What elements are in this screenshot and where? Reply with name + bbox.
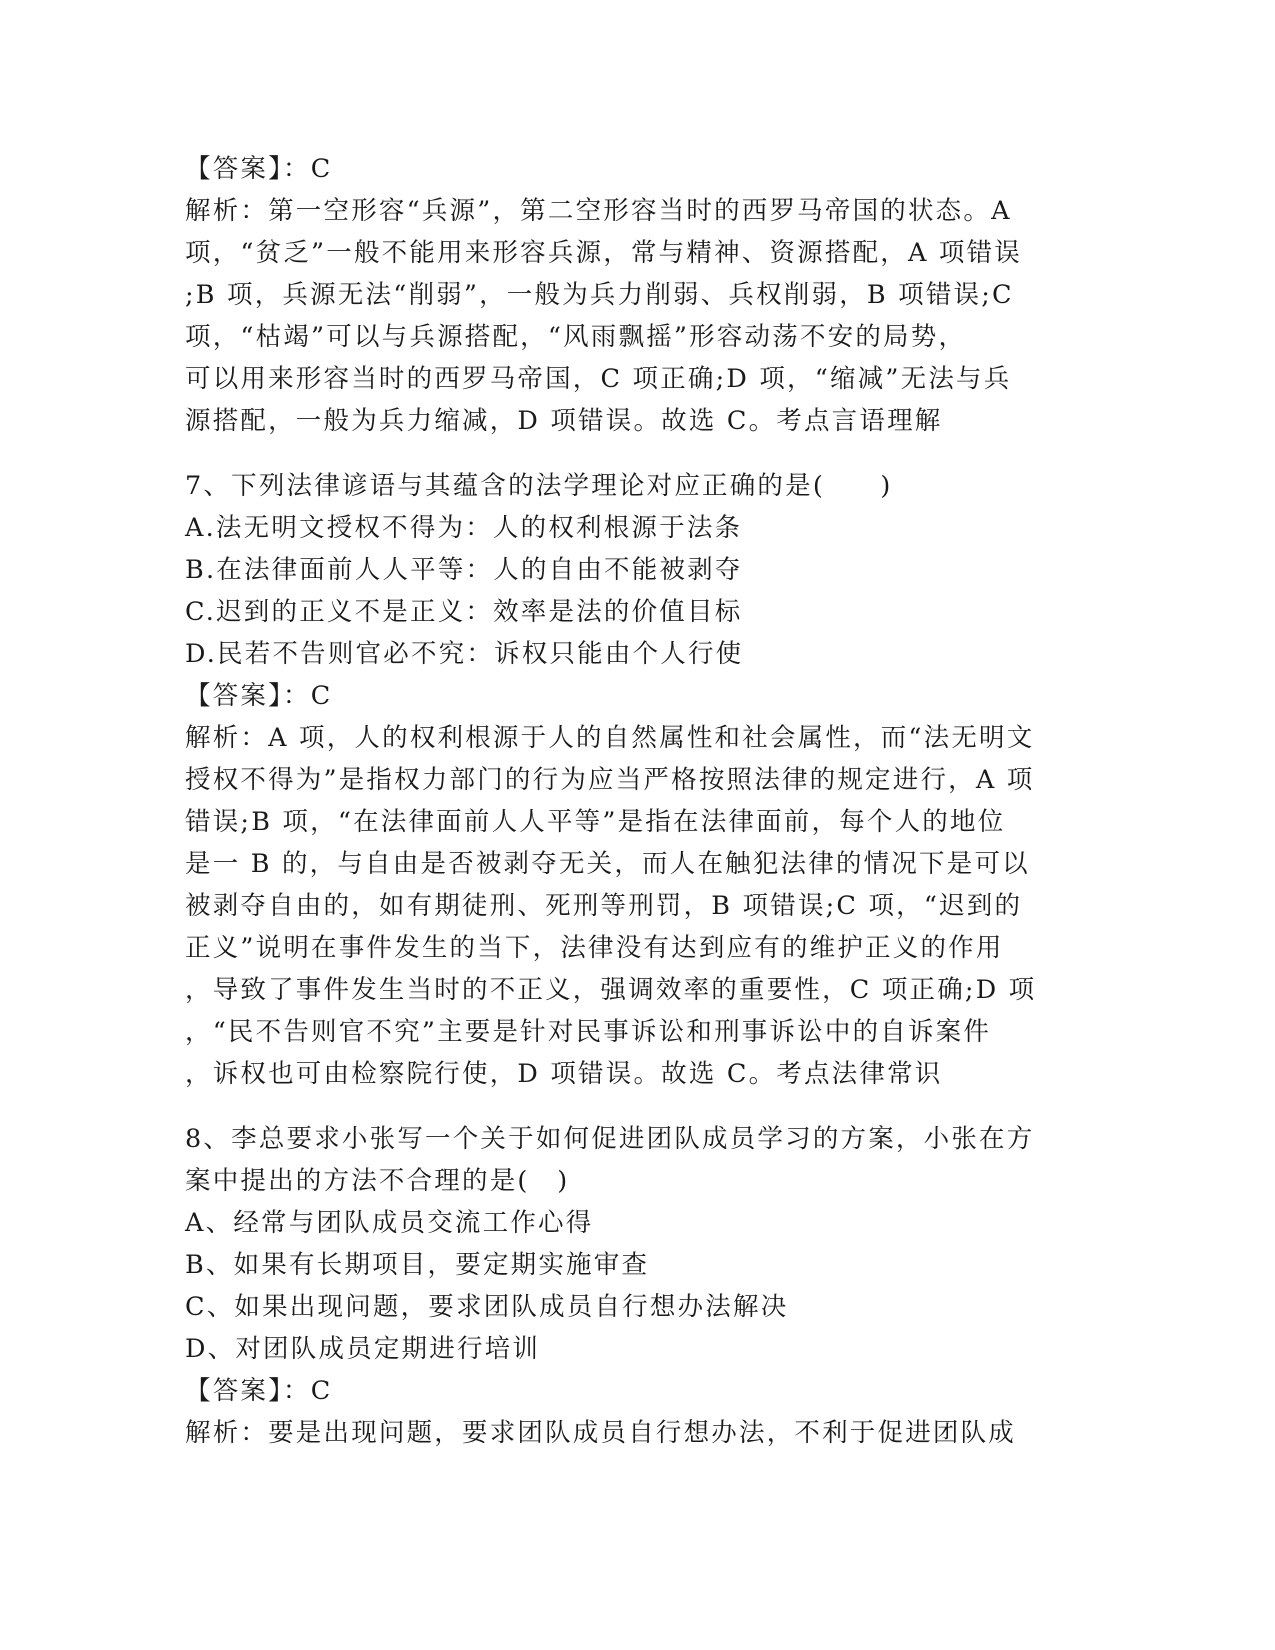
option-b: B.在法律面前人人平等：人的自由不能被剥夺 xyxy=(185,555,743,585)
answer-block-6 xyxy=(185,148,1075,442)
option-c: C.迟到的正义不是正义：效率是法的价值目标 xyxy=(185,597,743,627)
spacer xyxy=(185,442,1075,465)
option-a: A、经常与团队成员交流工作心得 xyxy=(185,1208,594,1238)
question-block-8 xyxy=(185,1118,1075,1454)
analysis-line: ，“民不告则官不究”主要是针对民事诉讼和刑事诉讼中的自诉案件 xyxy=(185,1017,992,1047)
analysis-line: ，导致了事件发生当时的不正义，强调效率的重要性，C 项正确;D 项 xyxy=(185,975,1037,1005)
analysis-line: 项，“枯竭”可以与兵源搭配，“风雨飘摇”形容动荡不安的局势， xyxy=(185,322,967,352)
analysis-line: 正义”说明在事件发生的当下，法律没有达到应有的维护正义的作用 xyxy=(185,933,1004,963)
analysis-line: 可以用来形容当时的西罗马帝国，C 项正确;D 项，“缩减”无法与兵 xyxy=(185,364,1012,394)
answer-label: 【答案】：C xyxy=(185,1376,333,1406)
analysis-line: 授权不得为”是指权力部门的行为应当严格按照法律的规定进行，A 项 xyxy=(185,765,1035,795)
analysis-line: 是一 B 的，与自由是否被剥夺无关，而人在触犯法律的情况下是可以 xyxy=(185,849,1030,879)
analysis-line: 错误;B 项，“在法律面前人人平等”是指在法律面前，每个人的地位 xyxy=(185,807,1006,837)
analysis-line: 被剥夺自由的，如有期徒刑、死刑等刑罚，B 项错误;C 项，“迟到的 xyxy=(185,891,1023,921)
analysis-line: 解析：要是出现问题，要求团队成员自行想办法，不利于促进团队成 xyxy=(185,1418,1017,1448)
answer-label: 【答案】：C xyxy=(185,681,333,711)
analysis-line: 项，“贫乏”一般不能用来形容兵源，常与精神、资源搭配，A 项错误 xyxy=(185,238,1022,268)
question-block-7 xyxy=(185,465,1075,1095)
analysis-line: ，诉权也可由检察院行使，D 项错误。故选 C。考点法律常识 xyxy=(185,1059,943,1089)
spacer xyxy=(185,1095,1075,1118)
analysis-line: 源搭配，一般为兵力缩减，D 项错误。故选 C。考点言语理解 xyxy=(185,406,943,436)
option-d: D、对团队成员定期进行培训 xyxy=(185,1334,541,1364)
option-b: B、如果有长期项目，要定期实施审查 xyxy=(185,1250,650,1280)
question-stem: 8、李总要求小张写一个关于如何促进团队成员学习的方案，小张在方 xyxy=(185,1124,1035,1154)
answer-label: 【答案】：C xyxy=(185,154,333,184)
analysis-line: 解析：第一空形容“兵源”，第二空形容当时的西罗马帝国的状态。A xyxy=(185,196,1012,226)
option-c: C、如果出现问题，要求团队成员自行想办法解决 xyxy=(185,1292,789,1322)
option-d: D.民若不告则官必不究：诉权只能由个人行使 xyxy=(185,639,744,669)
question-stem: 案中提出的方法不合理的是( ) xyxy=(185,1166,570,1196)
question-stem: 7、下列法律谚语与其蕴含的法学理论对应正确的是( ) xyxy=(185,471,893,501)
analysis-line: ;B 项，兵源无法“削弱”，一般为兵力削弱、兵权削弱，B 项错误;C xyxy=(185,280,1014,310)
option-a: A.法无明文授权不得为：人的权利根源于法条 xyxy=(185,513,743,543)
analysis-line: 解析：A 项，人的权利根源于人的自然属性和社会属性，而“法无明文 xyxy=(185,723,1035,753)
